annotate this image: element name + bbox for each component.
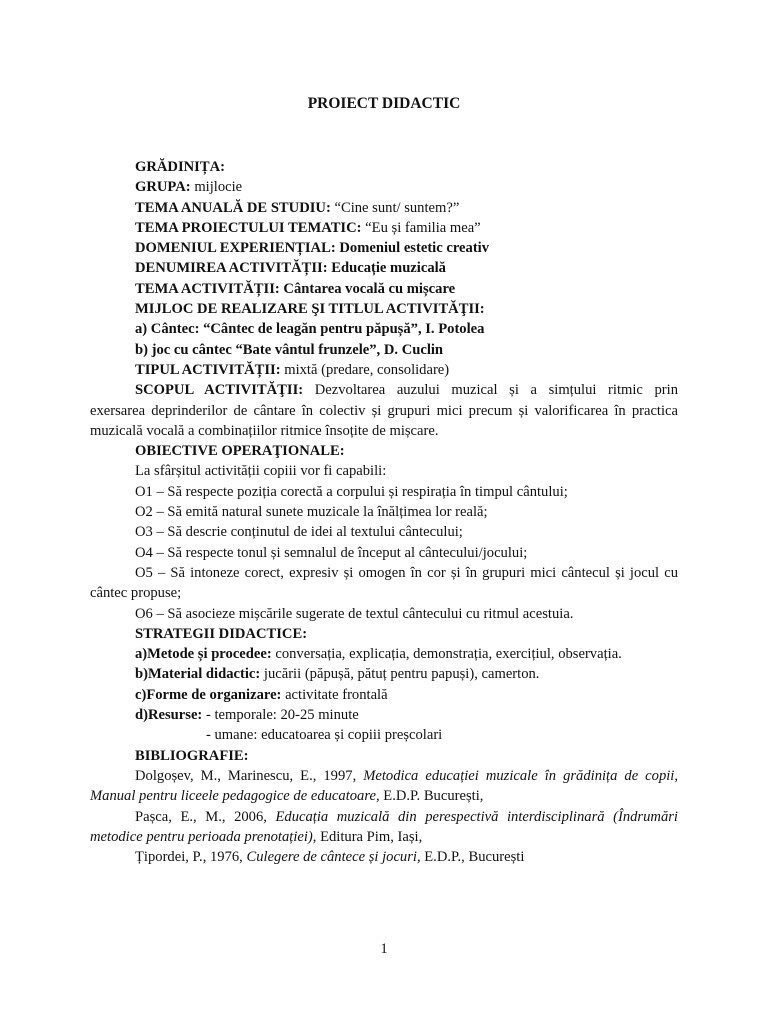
resurse-value-1: - temporale: 20-25 minute	[205, 707, 359, 724]
bib-2-title: Educația muzicală din perespectivă interdisciplinară (Îndrumări	[275, 808, 678, 825]
objective-o5-line-2: cântec propuse;	[90, 585, 182, 602]
bib-3-publisher: E.D.P., București	[424, 849, 525, 866]
mijloc-b-line	[90, 340, 678, 360]
gradinita-label: GRĂDINIȚA:	[135, 159, 225, 175]
scopul-line-2	[90, 401, 678, 421]
objective-o1: O1 – Să respecte poziția corectă a corpului și respirația în timpul cântului;	[135, 483, 568, 500]
objective-o2: O2 – Să emită natural sunete muzicale la înălțimea lor reală;	[135, 504, 488, 521]
objective-o5-line-1: O5 – Să intoneze corect, expresiv și omogen în cor și în grupuri mici cântecul și jocul cu	[135, 564, 678, 581]
denumirea-line	[90, 258, 678, 278]
resurse-label: d)Resurse:	[135, 707, 203, 724]
document-body	[90, 157, 678, 867]
objective-o3: O3 – Să descrie conținutul de idei al textului cântecului;	[135, 524, 463, 541]
bib-1-author: Dolgoșev, M., Marinescu, E., 1997,	[135, 767, 357, 784]
gradinita-line	[90, 157, 678, 177]
bib-1-publisher: E.D.P. București,	[383, 788, 484, 805]
material-value: jucării (păpușă, pătuț pentru papuși), camerton.	[263, 666, 540, 683]
objective-o4: O4 – Să respecte tonul și semnalul de început al cântecului/jocului;	[135, 544, 528, 561]
domeniul-label: DOMENIUL EXPERIENȚIAL:	[135, 240, 336, 257]
denumirea-value: Educație muzicală	[331, 260, 446, 277]
material-label: b)Material didactic:	[135, 666, 261, 683]
tema-proiect-value: “Eu și familia mea”	[365, 219, 481, 236]
tema-proiect-line	[90, 218, 678, 238]
page-number: 1	[380, 941, 388, 957]
domeniul-line	[90, 238, 678, 258]
resurse-value-2: - umane: educatoarea și copiii preșcolari	[206, 727, 443, 744]
objectives-heading: OBIECTIVE OPERAŢIONALE:	[135, 443, 345, 460]
forme-value: activitate frontală	[285, 686, 388, 703]
bib-2-title-2: metodice pentru perioada prenotației)	[90, 828, 313, 845]
strategy-resurse	[90, 705, 678, 725]
bib-1-title: Metodica educației muzicale în grădinița de copii,	[363, 767, 679, 784]
scopul-label: SCOPUL ACTIVITĂŢII:	[135, 382, 304, 399]
mijloc-a-line	[90, 319, 678, 339]
bib-2-publisher: , Editura Pim, Iași,	[312, 828, 423, 845]
tema-anuala-value: “Cine sunt/ suntem?”	[334, 199, 460, 216]
mijloc-b: b) joc cu cântec “Bate vântul frunzele”, D. Cuclin	[135, 341, 444, 358]
strategy-forme	[90, 685, 678, 705]
bib-3-author: Țipordei, P., 1976,	[135, 849, 243, 866]
tipul-label: TIPUL ACTIVITĂȚII:	[135, 361, 281, 378]
scopul-line-3	[90, 421, 678, 441]
objectives-intro: La sfârșitul activității copiii vor fi capabili:	[135, 463, 387, 480]
tema-anuala-line	[90, 198, 678, 218]
grupa-line	[90, 177, 678, 197]
tema-activitatii-line	[90, 279, 678, 299]
document-title: PROIECT DIDACTIC	[307, 95, 461, 112]
metode-label: a)Metode și procedee:	[135, 646, 272, 663]
strategy-metode	[90, 644, 678, 664]
forme-label: c)Forme de organizare:	[135, 686, 282, 703]
bib-entry-3	[90, 847, 678, 867]
scopul-text-1: Dezvoltarea auzului muzical și a simțului ritmic prin	[314, 382, 678, 399]
bib-2-author: Pașca, E., M., 2006,	[135, 808, 267, 825]
tema-proiect-label: TEMA PROIECTULUI TEMATIC:	[135, 219, 362, 236]
mijloc-label: MIJLOC DE REALIZARE ŞI TITLUL ACTIVITĂŢII:	[135, 301, 485, 318]
bib-entry-2-line-1	[90, 807, 678, 827]
bib-entry-2-line-2	[90, 827, 678, 847]
grupa-label: GRUPA:	[135, 179, 191, 196]
bib-entry-1-line-1	[90, 766, 678, 786]
tema-activitatii-label: TEMA ACTIVITĂȚII:	[135, 280, 280, 297]
bib-entry-1-line-2	[90, 786, 678, 806]
scopul-text-3: muzicală vocală a combinațiilor ritmice însoțite de mișcare.	[90, 422, 439, 439]
objective-o6: O6 – Să asocieze mișcările sugerate de textul cântecului cu ritmul acestuia.	[135, 605, 574, 622]
domeniul-value: Domeniul estetic creativ	[339, 240, 490, 257]
tema-activitatii-value: Cântarea vocală cu mișcare	[283, 280, 456, 297]
tipul-value: mixtă (predare, consolidare)	[284, 361, 450, 378]
strategy-material	[90, 664, 678, 684]
strategies-heading: STRATEGII DIDACTICE:	[135, 625, 308, 642]
strategy-resurse-2	[90, 725, 678, 745]
tipul-line	[90, 360, 678, 380]
mijloc-a: a) Cântec: “Cântec de leagăn pentru păpușă”, I. Potolea	[135, 321, 485, 338]
scopul-line-1	[90, 380, 678, 400]
tema-anuala-label: TEMA ANUALĂ DE STUDIU:	[135, 199, 331, 216]
metode-value: conversația, explicația, demonstrația, exercițiul, observația.	[275, 646, 622, 663]
scopul-text-2: exersarea deprinderilor de cântare în colectiv și grupuri mici precum și valorificarea în practica	[90, 402, 678, 419]
mijloc-line	[90, 299, 678, 319]
bib-1-title-2: Manual pentru liceele pedagogice de educatoare,	[90, 788, 380, 805]
bib-3-title: Culegere de cântece și jocuri,	[246, 849, 421, 866]
grupa-value: mijlocie	[194, 179, 243, 196]
denumirea-label: DENUMIREA ACTIVITĂȚII:	[135, 260, 328, 277]
bibliography-heading: BIBLIOGRAFIE:	[135, 747, 249, 764]
